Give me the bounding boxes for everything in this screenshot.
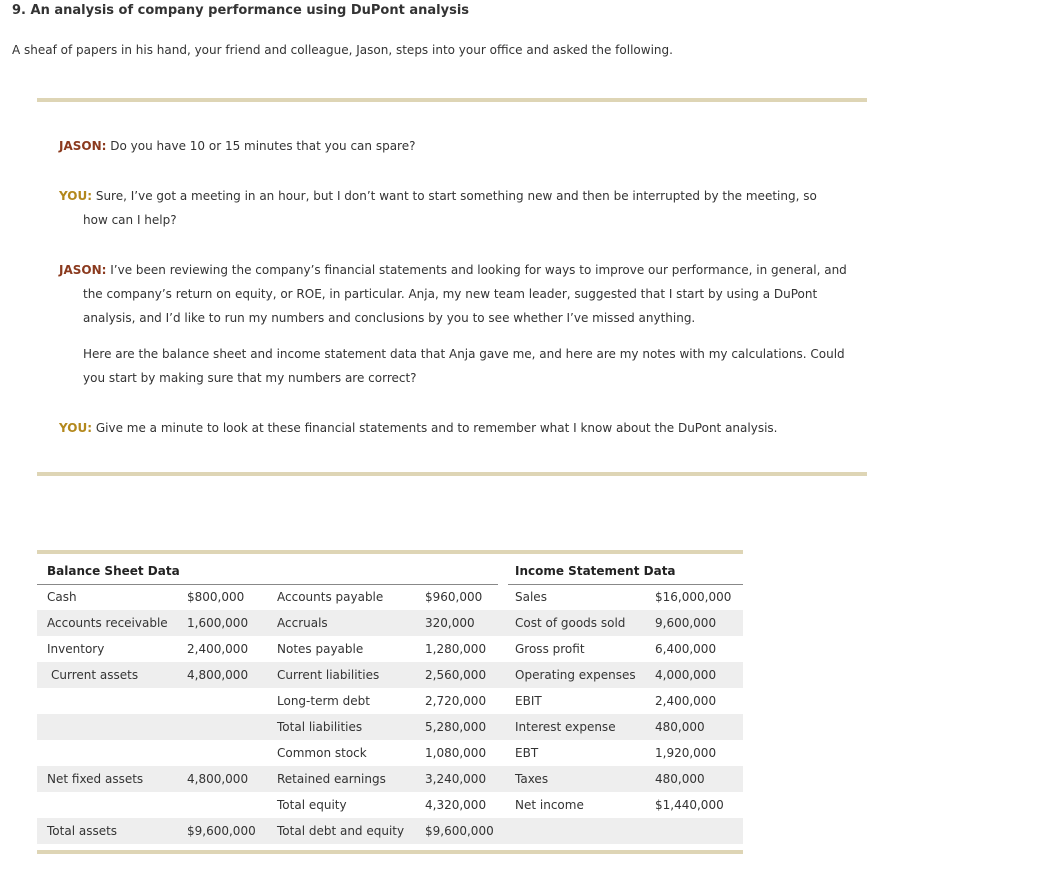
income-label: Sales (515, 590, 547, 604)
liability-value: 320,000 (425, 616, 475, 630)
asset-label: Inventory (47, 642, 105, 656)
table-row (0, 714, 1053, 740)
table-row (0, 688, 1053, 714)
dialogue-bottom-rule (37, 472, 867, 476)
liability-value: 2,720,000 (425, 694, 487, 708)
liability-value: 5,280,000 (425, 720, 487, 734)
speaker-you: YOU: (59, 189, 93, 203)
table-row (0, 636, 1053, 662)
asset-value: 2,400,000 (187, 642, 249, 656)
income-label: Interest expense (515, 720, 616, 734)
table-row (0, 610, 1053, 636)
liability-value: 1,280,000 (425, 642, 487, 656)
liability-label: Total liabilities (277, 720, 363, 734)
income-value: 480,000 (655, 720, 705, 734)
dialogue-text: Give me a minute to look at these financial statements and to remember what I know about the DuPont analysis. (92, 421, 778, 435)
asset-value: $800,000 (187, 590, 245, 604)
dialogue-line-3-para2b: you start by making sure that my numbers are correct? (83, 371, 417, 385)
liability-label: Current liabilities (277, 668, 380, 682)
income-value: $16,000,000 (655, 590, 732, 604)
income-statement-header: Income Statement Data (515, 564, 676, 578)
dialogue-top-rule (37, 98, 867, 102)
asset-label: Current assets (51, 668, 139, 682)
liability-label: Accounts payable (277, 590, 384, 604)
asset-value: 4,800,000 (187, 772, 249, 786)
dialogue-line-1 (59, 139, 415, 153)
income-value: 9,600,000 (655, 616, 717, 630)
table-row (0, 818, 1053, 844)
dialogue-line-2-cont: how can I help? (83, 213, 177, 227)
page-title: 9. An analysis of company performance using DuPont analysis (12, 3, 470, 18)
asset-label: Cash (47, 590, 77, 604)
speaker-jason: JASON: (59, 139, 107, 153)
dialogue-line-3-para2a: Here are the balance sheet and income statement data that Anja gave me, and here are my notes with my calculations. Could (83, 347, 845, 361)
asset-value: $9,600,000 (187, 824, 256, 838)
income-label: Taxes (515, 772, 549, 786)
liability-value: $9,600,000 (425, 824, 494, 838)
liability-label: Retained earnings (277, 772, 386, 786)
liability-value: 2,560,000 (425, 668, 487, 682)
speaker-you: YOU: (59, 421, 93, 435)
dialogue-line-2 (59, 189, 817, 203)
table-bottom-rule (37, 850, 743, 854)
asset-value: 1,600,000 (187, 616, 249, 630)
income-value: 1,920,000 (655, 746, 717, 760)
income-label: EBIT (515, 694, 542, 708)
dialogue-text: Sure, I’ve got a meeting in an hour, but I don’t want to start something new and then be interrupted by the meeting, so (92, 189, 817, 203)
dialogue-text: Do you have 10 or 15 minutes that you can spare? (106, 139, 416, 153)
dialogue-line-3-cont2: analysis, and I’d like to run my numbers and conclusions by you to see whether I’ve missed anything. (83, 311, 696, 325)
income-label: Gross profit (515, 642, 585, 656)
income-label: EBT (515, 746, 539, 760)
asset-label: Accounts receivable (47, 616, 168, 630)
income-label: Cost of goods sold (515, 616, 626, 630)
balance-sheet-header: Balance Sheet Data (47, 564, 180, 578)
dialogue-line-4 (59, 421, 777, 435)
liability-label: Total debt and equity (277, 824, 405, 838)
speaker-jason: JASON: (59, 263, 107, 277)
income-label: Operating expenses (515, 668, 636, 682)
liability-value: 1,080,000 (425, 746, 487, 760)
income-label: Net income (515, 798, 584, 812)
table-top-rule (37, 550, 743, 554)
income-value: 4,000,000 (655, 668, 717, 682)
income-value: 2,400,000 (655, 694, 717, 708)
table-row (0, 662, 1053, 688)
liability-value: 3,240,000 (425, 772, 487, 786)
liability-label: Accruals (277, 616, 328, 630)
table-row (0, 792, 1053, 818)
liability-label: Total equity (277, 798, 347, 812)
liability-value: 4,320,000 (425, 798, 487, 812)
income-value: 6,400,000 (655, 642, 717, 656)
asset-label: Net fixed assets (47, 772, 144, 786)
asset-value: 4,800,000 (187, 668, 249, 682)
table-row (0, 740, 1053, 766)
liability-label: Long-term debt (277, 694, 371, 708)
dialogue-line-3 (59, 263, 847, 277)
asset-label: Total assets (47, 824, 118, 838)
income-value: $1,440,000 (655, 798, 724, 812)
intro-text: A sheaf of papers in his hand, your friend and colleague, Jason, steps into your office and asked the following. (12, 43, 673, 57)
table-row (0, 584, 1053, 610)
income-value: 480,000 (655, 772, 705, 786)
liability-value: $960,000 (425, 590, 483, 604)
dialogue-line-3-cont1: the company’s return on equity, or ROE, in particular. Anja, my new team leader, suggested that I start by using a DuPont (83, 287, 818, 301)
liability-label: Common stock (277, 746, 367, 760)
dialogue-text: I’ve been reviewing the company’s financial statements and looking for ways to improve our performance, in general, and (106, 263, 847, 277)
table-row (0, 766, 1053, 792)
liability-label: Notes payable (277, 642, 364, 656)
